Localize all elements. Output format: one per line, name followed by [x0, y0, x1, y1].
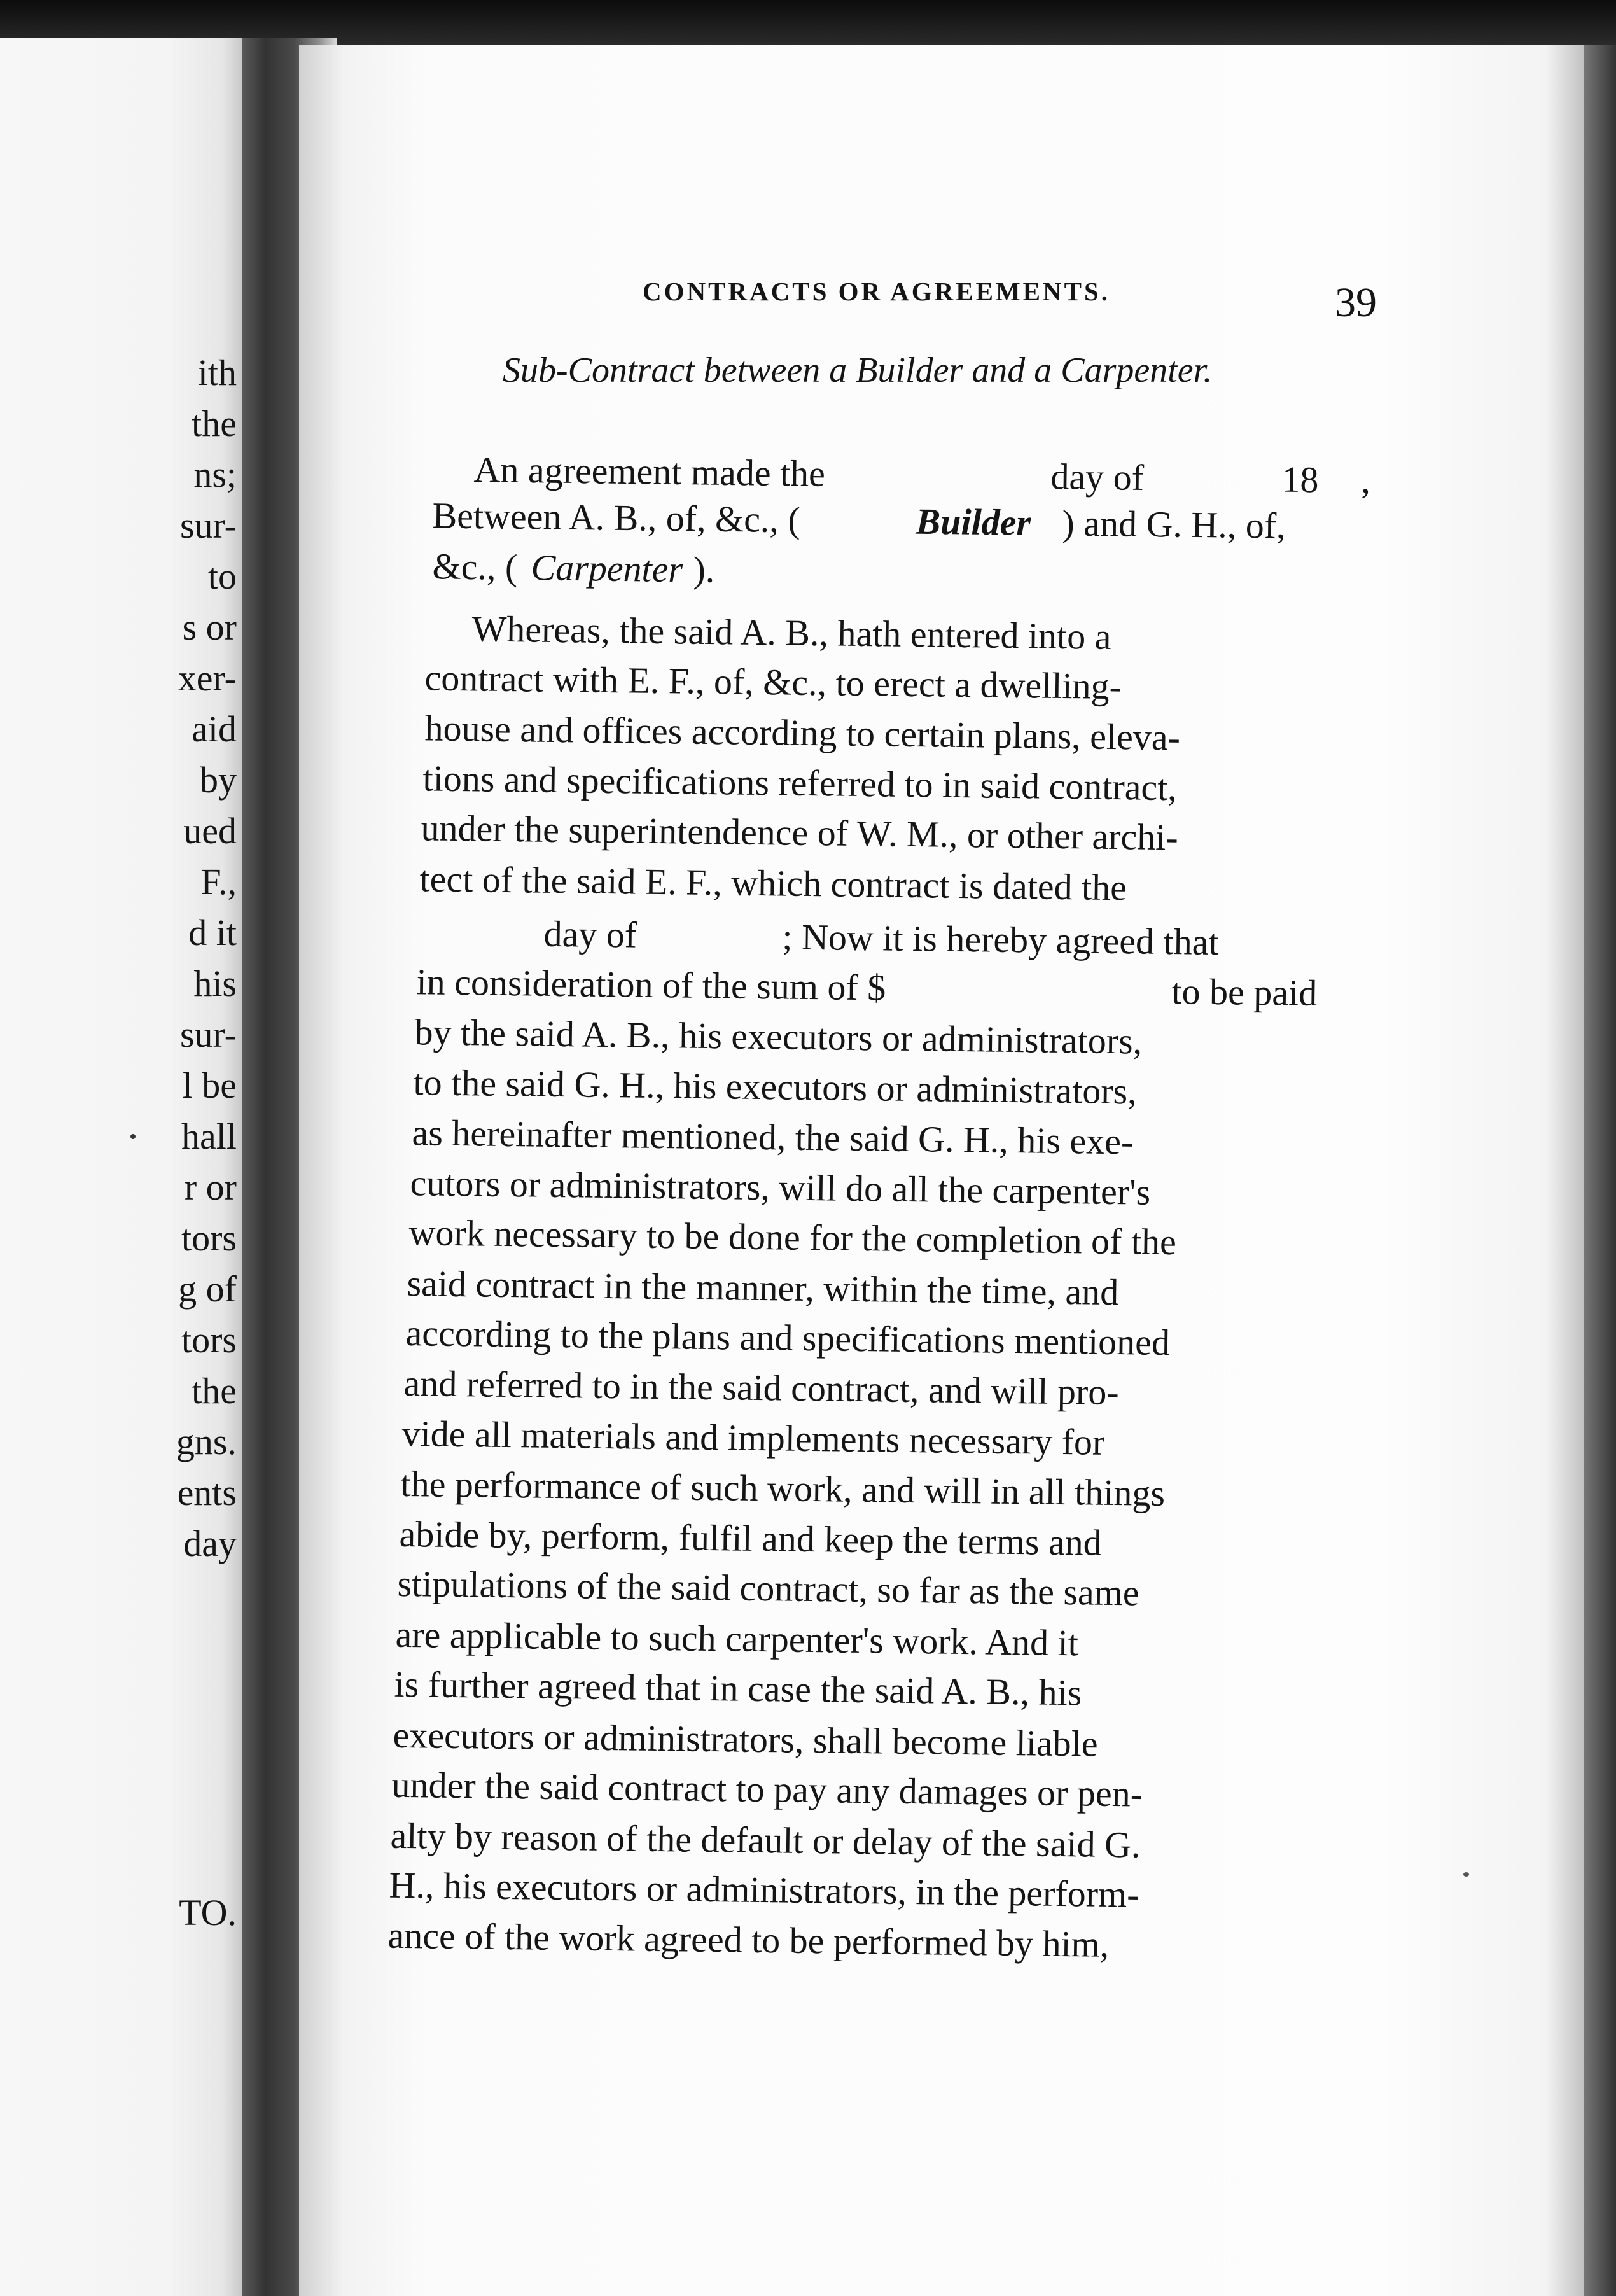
left-fragment: hall: [181, 1116, 237, 1157]
text-segment: tions and specifications referred to in said contract,: [422, 757, 1178, 809]
text-segment: under the superintendence of W. M., or other archi-: [421, 807, 1179, 858]
text-segment: as hereinafter mentioned, the said G. H., his exe-: [412, 1112, 1134, 1163]
text-segment: are applicable to such carpenter's work. And it: [395, 1613, 1079, 1664]
text-segment: 18: [1281, 458, 1319, 501]
left-fragment: r or: [184, 1166, 237, 1208]
text-segment: stipulations of the said contract, so far as the same: [397, 1562, 1140, 1614]
left-fragment: aid: [192, 708, 237, 750]
left-fragment: gns.: [176, 1421, 237, 1462]
left-fragment: tors: [181, 1319, 237, 1361]
left-fragment: ith: [197, 352, 237, 393]
text-segment: ).: [693, 549, 715, 591]
text-segment: ,: [1361, 459, 1371, 501]
text-segment: Builder: [916, 500, 1031, 543]
text-segment: to the said G. H., his executors or administrators,: [413, 1061, 1138, 1112]
text-segment: the performance of such work, and will in all things: [400, 1462, 1166, 1515]
text-segment: by the said A. B., his executors or administrators,: [414, 1011, 1143, 1062]
left-fragment: the: [192, 1370, 237, 1411]
text-segment: Whereas, the said A. B., hath entered into a: [471, 608, 1111, 657]
left-fragment: sur-: [179, 505, 237, 546]
left-fragment: to: [207, 556, 237, 597]
left-fragment: d it: [188, 912, 237, 953]
left-fragment: xer-: [178, 657, 237, 699]
text-segment: in consideration of the sum of $: [416, 961, 886, 1009]
left-fragment: sur-: [179, 1014, 237, 1055]
text-segment: &c., (: [432, 545, 518, 588]
section-subtitle: Sub-Contract between a Builder and a Carpenter.: [503, 351, 1213, 390]
text-segment: day of: [543, 913, 637, 956]
text-segment: day of: [1050, 456, 1145, 498]
ink-speck: [1463, 1872, 1469, 1877]
text-segment: executors or administrators, shall become liable: [393, 1714, 1099, 1765]
left-fragment: by: [200, 759, 237, 801]
text-segment: ) and G. H., of,: [1062, 502, 1286, 547]
text-segment: tect of the said E. F., which contract is dated the: [419, 858, 1127, 909]
left-fragment: l be: [182, 1065, 237, 1106]
left-fragment: tors: [181, 1217, 237, 1259]
text-segment: Carpenter: [531, 547, 683, 591]
text-segment: under the said contract to pay any damages or pen-: [391, 1763, 1143, 1815]
text-segment: according to the plans and specifications mentioned: [405, 1312, 1171, 1364]
text-segment: ance of the work agreed to be performed by him,: [387, 1914, 1110, 1965]
text-segment: to be paid: [1171, 970, 1318, 1014]
left-fragment: ents: [177, 1472, 237, 1513]
page-number: 39: [1335, 279, 1377, 326]
text-segment: said contract in the manner, within the time, and: [407, 1263, 1119, 1313]
left-fragment: ued: [183, 810, 237, 851]
text-segment: abide by, perform, fulfil and keep the terms and: [399, 1513, 1103, 1564]
text-segment: is further agreed that in case the said A. B., his: [394, 1663, 1082, 1714]
text-segment: alty by reason of the default or delay of the said G.: [390, 1814, 1141, 1866]
text-segment: Between A. B., of, &c., (: [432, 494, 801, 541]
left-fragment: his: [193, 963, 237, 1004]
text-segment: work necessary to be done for the completion of the: [408, 1212, 1177, 1263]
text-segment: house and offices according to certain plans, eleva-: [424, 707, 1181, 759]
left-fragment: the: [192, 403, 237, 444]
text-segment: ; Now it is hereby agreed that: [782, 916, 1220, 963]
text-segment: cutors or administrators, will do all the carpenter's: [410, 1162, 1151, 1213]
left-fragment: ns;: [193, 454, 237, 495]
text-segment: An agreement made the: [473, 449, 826, 494]
text-segment: and referred to in the said contract, and will pro-: [403, 1362, 1120, 1413]
text-segment: H., his executors or administrators, in the perform-: [389, 1864, 1139, 1915]
left-fragment: day: [183, 1523, 237, 1564]
text-segment: contract with E. F., of, &c., to erect a dwelling-: [424, 657, 1122, 708]
running-head: CONTRACTS OR AGREEMENTS.: [643, 277, 1111, 306]
left-fragment: F.,: [200, 861, 237, 902]
left-fragment: g of: [178, 1268, 237, 1310]
left-fragment: TO.: [179, 1892, 237, 1933]
left-fragment: s or: [182, 606, 237, 648]
text-segment: vide all materials and implements necessary for: [401, 1412, 1105, 1463]
